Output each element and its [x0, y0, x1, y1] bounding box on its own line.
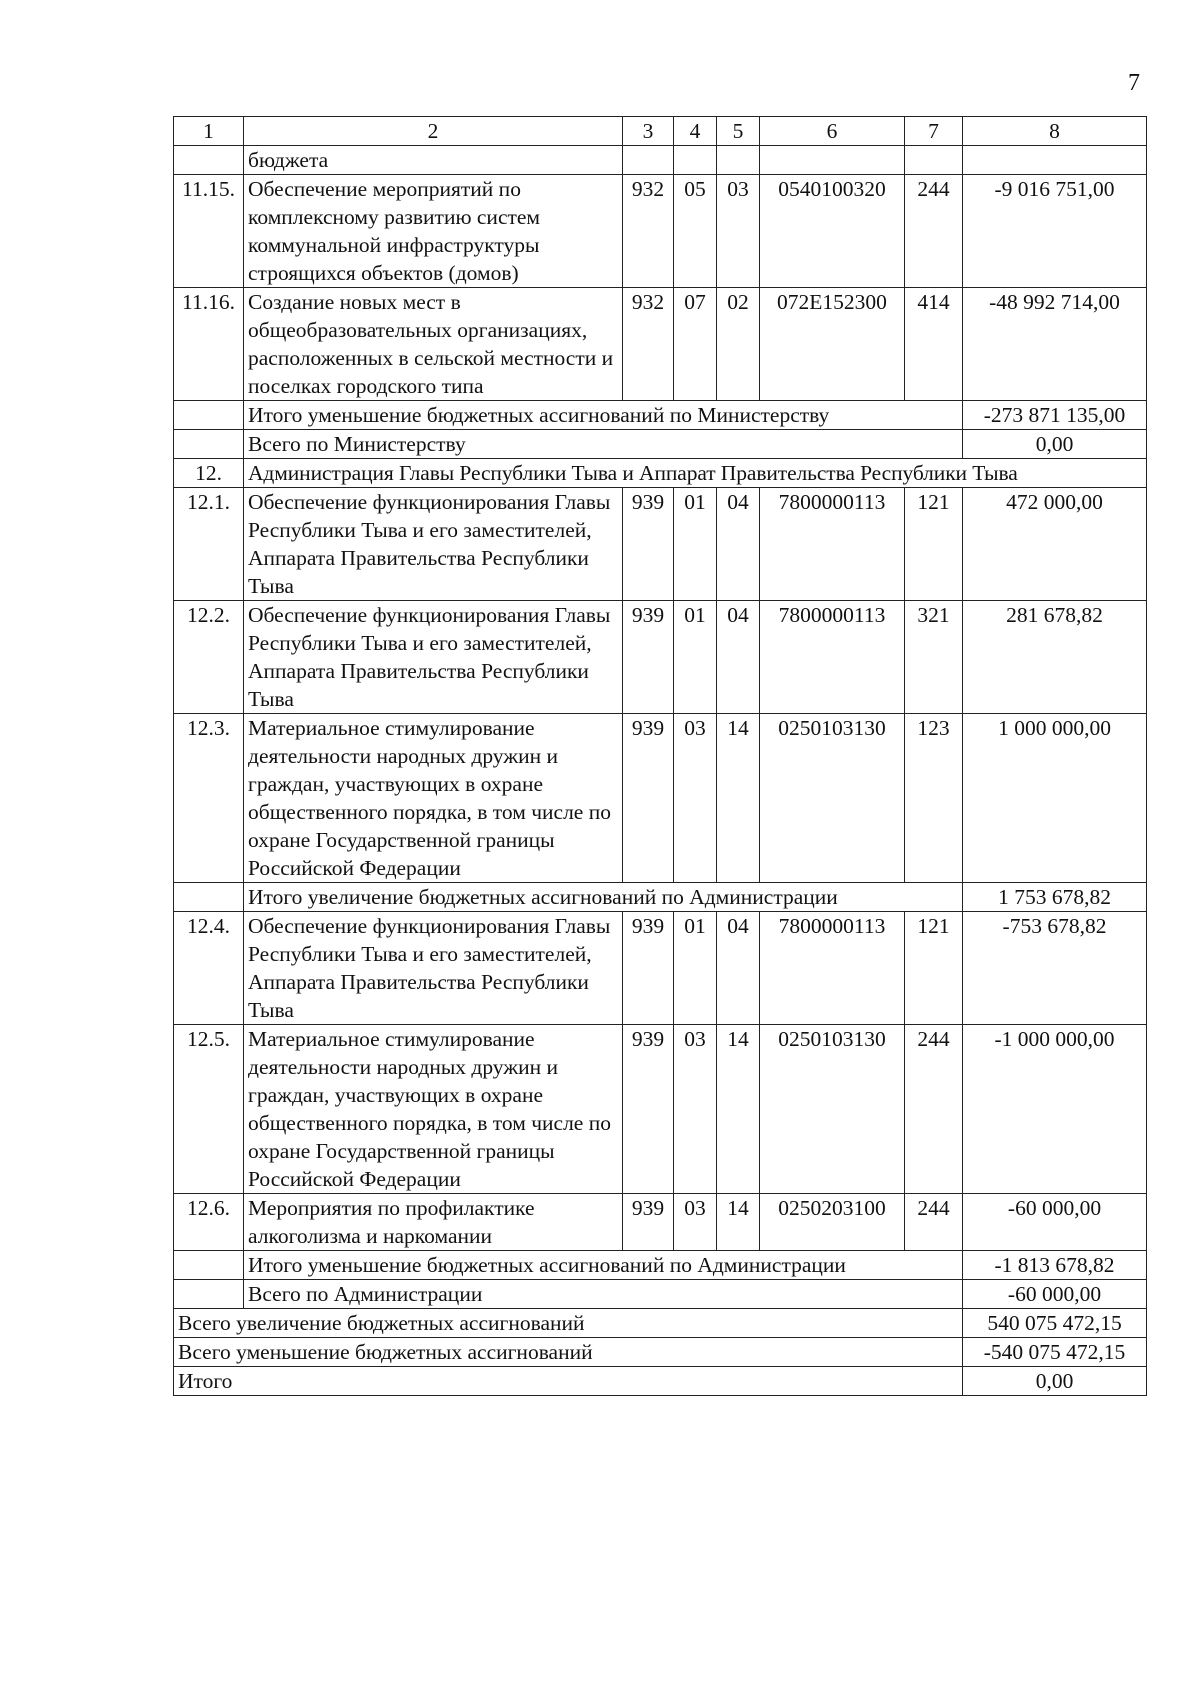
grand-total-row — [174, 1367, 1147, 1396]
empty-cell — [674, 146, 717, 175]
amount-cell: -753 678,82 — [963, 912, 1147, 1025]
row-number-cell: 12.4. — [174, 912, 244, 1025]
code-cell-5: 14 — [717, 714, 760, 883]
header-cell-4: 4 — [674, 117, 717, 146]
code-cell-6: 0250103130 — [760, 714, 905, 883]
item-name-cell: Мероприятия по профилактике алкоголизма и наркомании — [244, 1194, 623, 1251]
code-cell-4: 01 — [674, 488, 717, 601]
grand-total-label: Итого — [174, 1367, 963, 1396]
code-cell-6: 072E152300 — [760, 288, 905, 401]
table-row — [174, 288, 1147, 401]
grand-total-label: Всего увеличение бюджетных ассигнований — [174, 1309, 963, 1338]
code-cell-3: 939 — [623, 1025, 674, 1194]
subtotal-label: Всего по Министерству — [244, 430, 963, 459]
grand-total-amount: -540 075 472,15 — [963, 1338, 1147, 1367]
amount-cell: -48 992 714,00 — [963, 288, 1147, 401]
header-cell-7: 7 — [905, 117, 963, 146]
item-name-cell: Обеспечение функционирования Главы Республики Тыва и его заместителей, Аппарата Правительства Республики Тыва — [244, 488, 623, 601]
code-cell-5: 04 — [717, 601, 760, 714]
table-row — [174, 1194, 1147, 1251]
grand-total-amount: 0,00 — [963, 1367, 1147, 1396]
table-row — [174, 601, 1147, 714]
item-name-cell: Обеспечение функционирования Главы Республики Тыва и его заместителей, Аппарата Правительства Республики Тыва — [244, 601, 623, 714]
row-number-cell: 12.2. — [174, 601, 244, 714]
code-cell-5: 04 — [717, 488, 760, 601]
amount-cell: -1 000 000,00 — [963, 1025, 1147, 1194]
row-number-cell: 12.1. — [174, 488, 244, 601]
subtotal-amount: -60 000,00 — [963, 1280, 1147, 1309]
row-number-cell — [174, 401, 244, 430]
table-row-continuation — [174, 146, 1147, 175]
row-number-cell — [174, 430, 244, 459]
code-cell-7: 123 — [905, 714, 963, 883]
amount-cell: 1 000 000,00 — [963, 714, 1147, 883]
header-cell-8: 8 — [963, 117, 1147, 146]
row-number-cell: 11.16. — [174, 288, 244, 401]
code-cell-7: 244 — [905, 1025, 963, 1194]
code-cell-6: 7800000113 — [760, 488, 905, 601]
code-cell-6: 0250103130 — [760, 1025, 905, 1194]
header-cell-5: 5 — [717, 117, 760, 146]
subtotal-row — [174, 883, 1147, 912]
subtotal-amount: 0,00 — [963, 430, 1147, 459]
code-cell-7: 121 — [905, 912, 963, 1025]
grand-total-row — [174, 1338, 1147, 1367]
code-cell-3: 939 — [623, 714, 674, 883]
grand-total-label: Всего уменьшение бюджетных ассигнований — [174, 1338, 963, 1367]
item-name-cell: бюджета — [244, 146, 623, 175]
empty-cell — [623, 146, 674, 175]
code-cell-6: 7800000113 — [760, 912, 905, 1025]
table-row — [174, 714, 1147, 883]
code-cell-4: 03 — [674, 1025, 717, 1194]
subtotal-row — [174, 1280, 1147, 1309]
subtotal-label: Итого уменьшение бюджетных ассигнований по Администрации — [244, 1251, 963, 1280]
code-cell-4: 03 — [674, 1194, 717, 1251]
subtotal-row — [174, 430, 1147, 459]
code-cell-3: 939 — [623, 1194, 674, 1251]
code-cell-3: 939 — [623, 912, 674, 1025]
code-cell-5: 03 — [717, 175, 760, 288]
code-cell-3: 932 — [623, 175, 674, 288]
item-name-cell: Материальное стимулирование деятельности народных дружин и граждан, участвующих в охране общественного порядка, в том числе по охране Государственной границы Российской Федерации — [244, 1025, 623, 1194]
row-number-cell — [174, 1251, 244, 1280]
page-number: 7 — [1128, 70, 1140, 96]
code-cell-5: 02 — [717, 288, 760, 401]
code-cell-4: 01 — [674, 912, 717, 1025]
row-number-cell — [174, 146, 244, 175]
code-cell-7: 321 — [905, 601, 963, 714]
subtotal-amount: -273 871 135,00 — [963, 401, 1147, 430]
item-name-cell: Обеспечение функционирования Главы Республики Тыва и его заместителей, Аппарата Правительства Республики Тыва — [244, 912, 623, 1025]
code-cell-4: 01 — [674, 601, 717, 714]
subtotal-amount: 1 753 678,82 — [963, 883, 1147, 912]
grand-total-row — [174, 1309, 1147, 1338]
code-cell-3: 932 — [623, 288, 674, 401]
table-row — [174, 175, 1147, 288]
row-number-cell — [174, 1280, 244, 1309]
empty-cell — [717, 146, 760, 175]
code-cell-6: 0540100320 — [760, 175, 905, 288]
budget-allocation-table — [173, 116, 1147, 1396]
code-cell-5: 14 — [717, 1194, 760, 1251]
code-cell-7: 244 — [905, 1194, 963, 1251]
table-row — [174, 912, 1147, 1025]
item-name-cell: Обеспечение мероприятий по комплексному развитию систем коммунальной инфраструктуры строящихся объектов (домов) — [244, 175, 623, 288]
section-number-cell: 12. — [174, 459, 244, 488]
row-number-cell: 11.15. — [174, 175, 244, 288]
table-row — [174, 488, 1147, 601]
section-title: Администрация Главы Республики Тыва и Аппарат Правительства Республики Тыва — [244, 459, 1147, 488]
header-cell-6: 6 — [760, 117, 905, 146]
row-number-cell — [174, 883, 244, 912]
header-cell-3: 3 — [623, 117, 674, 146]
table-header-row — [174, 117, 1147, 146]
item-name-cell: Материальное стимулирование деятельности народных дружин и граждан, участвующих в охране общественного порядка, в том числе по охране Государственной границы Российской Федерации — [244, 714, 623, 883]
item-name-cell: Создание новых мест в общеобразовательных организациях, расположенных в сельской местности и поселках городского типа — [244, 288, 623, 401]
table-row — [174, 1025, 1147, 1194]
grand-total-amount: 540 075 472,15 — [963, 1309, 1147, 1338]
code-cell-6: 0250203100 — [760, 1194, 905, 1251]
header-cell-1: 1 — [174, 117, 244, 146]
code-cell-4: 03 — [674, 714, 717, 883]
subtotal-row — [174, 1251, 1147, 1280]
row-number-cell: 12.6. — [174, 1194, 244, 1251]
code-cell-3: 939 — [623, 601, 674, 714]
row-number-cell: 12.5. — [174, 1025, 244, 1194]
empty-cell — [760, 146, 905, 175]
code-cell-6: 7800000113 — [760, 601, 905, 714]
amount-cell: -9 016 751,00 — [963, 175, 1147, 288]
empty-cell — [905, 146, 963, 175]
subtotal-label: Итого уменьшение бюджетных ассигнований по Министерству — [244, 401, 963, 430]
subtotal-row — [174, 401, 1147, 430]
code-cell-4: 05 — [674, 175, 717, 288]
empty-cell — [963, 146, 1147, 175]
section-header-row — [174, 459, 1147, 488]
code-cell-7: 244 — [905, 175, 963, 288]
code-cell-7: 121 — [905, 488, 963, 601]
code-cell-5: 04 — [717, 912, 760, 1025]
amount-cell: 472 000,00 — [963, 488, 1147, 601]
code-cell-5: 14 — [717, 1025, 760, 1194]
subtotal-label: Всего по Администрации — [244, 1280, 963, 1309]
code-cell-4: 07 — [674, 288, 717, 401]
subtotal-label: Итого увеличение бюджетных ассигнований по Администрации — [244, 883, 963, 912]
row-number-cell: 12.3. — [174, 714, 244, 883]
code-cell-7: 414 — [905, 288, 963, 401]
amount-cell: 281 678,82 — [963, 601, 1147, 714]
header-cell-2: 2 — [244, 117, 623, 146]
subtotal-amount: -1 813 678,82 — [963, 1251, 1147, 1280]
code-cell-3: 939 — [623, 488, 674, 601]
amount-cell: -60 000,00 — [963, 1194, 1147, 1251]
